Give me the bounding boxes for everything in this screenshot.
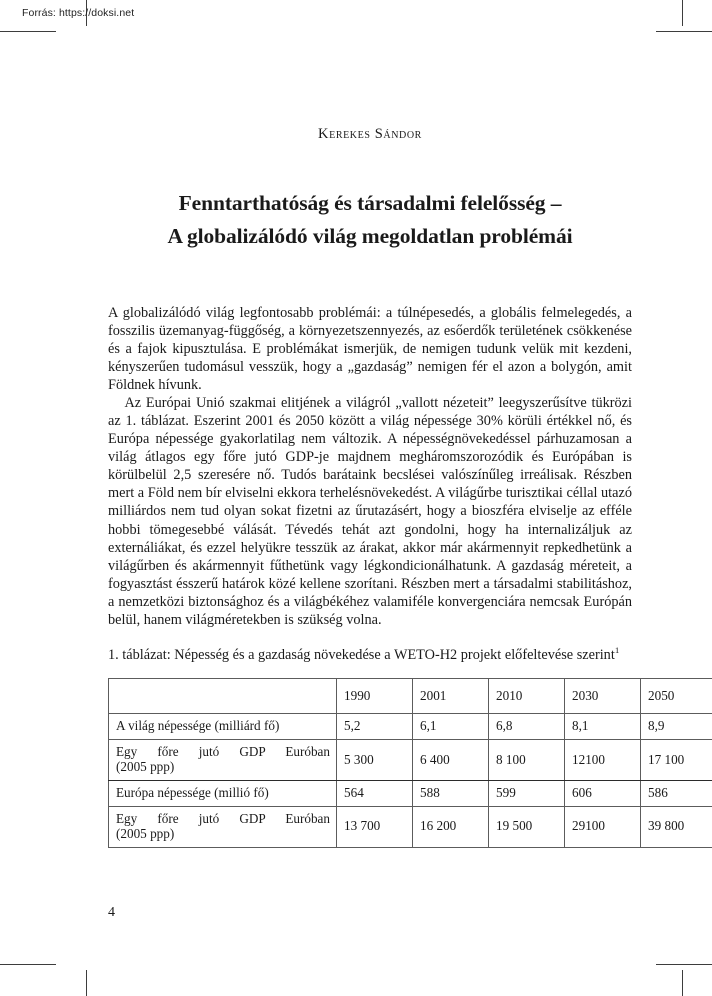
table-header-cell-2030: 2030	[565, 679, 641, 714]
table-row	[109, 740, 712, 781]
table-cell-value: 6 400	[413, 740, 489, 781]
table-cell-value: 12100	[565, 740, 641, 781]
table-header-cell-2001: 2001	[413, 679, 489, 714]
table-header-cell-2050: 2050	[641, 679, 712, 714]
table-header-row	[109, 679, 712, 714]
table-cell-value: 564	[337, 781, 413, 807]
crop-mark-top-left	[0, 0, 100, 40]
table-cell-value: 8,1	[565, 714, 641, 740]
table-header-cell-blank	[109, 679, 337, 714]
table-cell-value: 6,8	[489, 714, 565, 740]
table-cell-value: 599	[489, 781, 565, 807]
footnote-marker: 1	[614, 645, 620, 656]
page-number: 4	[108, 905, 115, 920]
table-cell-value: 586	[641, 781, 712, 807]
table-row-label-line-2: (2005 ppp)	[116, 825, 175, 841]
table-cell-value: 606	[565, 781, 641, 807]
paragraph-1: A globalizálódó világ legfontosabb problémái: a túlnépesedés, a globális felmelegedés, a fosszilis üzemanyag-függőség, a környezetszennyezés, az esőerdők területének csökkenése és a fajok kipusztulása. E problémákat ismerjük, de nemigen tudunk velük mit kezdeni, kényszerűen tudomásul vesszük, hogy a „gazdaság” nemigen fér el azon a bolygón, amit Földnek hívunk.	[108, 304, 632, 393]
document-page	[108, 0, 685, 996]
table-row-label-line-2: (2005 ppp)	[116, 759, 175, 775]
source-url-header: Forrás: https://doksi.net	[22, 7, 135, 19]
crop-mark-horizontal-tick	[0, 964, 56, 965]
table-cell-value: 16 200	[413, 806, 489, 847]
crop-mark-horizontal-tick	[0, 31, 56, 32]
table-cell-value: 13 700	[337, 806, 413, 847]
table-row	[109, 781, 712, 807]
table-cell-value: 8 100	[489, 740, 565, 781]
table-row-label	[109, 806, 337, 847]
author-name: Kerekes Sándor	[318, 126, 422, 142]
crop-mark-bottom-left	[0, 956, 100, 996]
title-line-1: Fenntarthatóság és társadalmi felelősség –	[178, 191, 562, 215]
table-row-label: Európa népessége (millió fő)	[109, 781, 337, 807]
paragraph-2: Az Európai Unió szakmai elitjének a világról „vallott nézeteit” leegyszerűsítve tükrözi az 1. táblázat. Eszerint 2001 és 2050 között a világ népessége 30% körüli értékkel nő, és Európa népessége gyakorlatilag nem változik. A népességnövekedéssel párhuzamosan a világ átlagos egy főre jutó GDP-je majdnem megháromszorozódik és Európában is körülbelül 2,5 szeresére nő. Tudós barátaink becslései valószínűleg irreálisak. Részben mert a Föld nem bír elviselni ekkora terhelésnövekedést. A világűrbe turisztikai céllal utazó milliárdos nem tud olyan sokat fizetni az űrutazásért, hogy a bioszféra elviselje az efféle hobbi tömegesebbé válását. Tévedés tehát azt gondolni, hogy ha internalizáljuk az externáliákat, és ezzel helyükre tesszük az árakat, akkor már akármennyit repkedhetünk a világűrben és akármennyit fűthetünk vagy légkondicionálhatunk. A gazdaság méreteit, a fogyasztást ésszerű határok közé kellene szorítani. Részben mert a társadalmi stabilitáshoz, a nemzetközi biztonsághoz és a világbékéhez valamiféle konvergenciára nemcsak Európán belül, hanem világméretekben is szükség volna.	[108, 395, 632, 628]
table-row	[109, 806, 712, 847]
page-title	[108, 187, 632, 254]
population-gdp-table	[108, 678, 712, 848]
table-cell-value: 29100	[565, 806, 641, 847]
table-row-label: A világ népessége (milliárd fő)	[109, 714, 337, 740]
table-cell-value: 5 300	[337, 740, 413, 781]
crop-mark-horizontal-tick	[656, 964, 712, 965]
body-text	[108, 304, 632, 629]
crop-mark-vertical-tick	[86, 970, 87, 996]
table-header-cell-2010: 2010	[489, 679, 565, 714]
table-row	[109, 714, 712, 740]
table-cell-value: 588	[413, 781, 489, 807]
table-cell-value: 6,1	[413, 714, 489, 740]
table-cell-value: 17 100	[641, 740, 712, 781]
crop-mark-vertical-tick	[682, 0, 683, 26]
table-cell-value: 39 800	[641, 806, 712, 847]
table-cell-value: 8,9	[641, 714, 712, 740]
table-row-label-line-1: Egy főre jutó GDP Euróban	[116, 744, 330, 760]
table-caption	[108, 646, 632, 664]
table-header-cell-1990: 1990	[337, 679, 413, 714]
table-row-label-line-1: Egy főre jutó GDP Euróban	[116, 811, 330, 827]
table-cell-value: 19 500	[489, 806, 565, 847]
crop-mark-vertical-tick	[682, 970, 683, 996]
table-row-label	[109, 740, 337, 781]
table-caption-text: 1. táblázat: Népesség és a gazdaság növekedése a WETO-H2 projekt előfeltevése szerint	[108, 647, 615, 664]
title-line-2: A globalizálódó világ megoldatlan problémái	[167, 224, 573, 249]
crop-mark-horizontal-tick	[656, 31, 712, 32]
table-cell-value: 5,2	[337, 714, 413, 740]
